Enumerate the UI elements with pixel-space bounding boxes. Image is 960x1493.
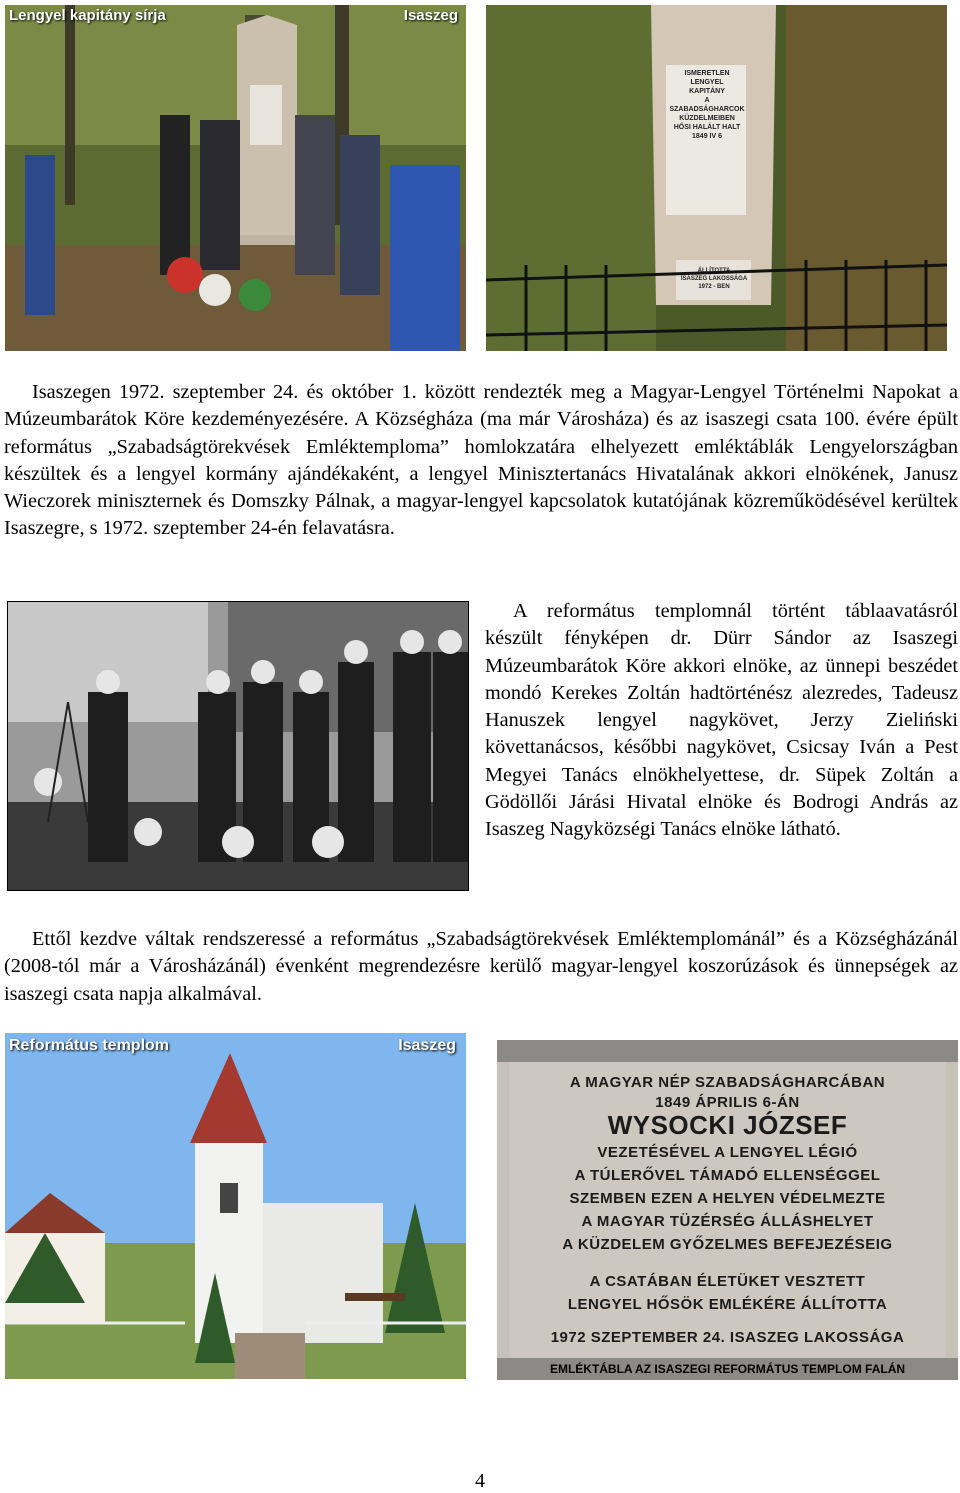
obelisk-line: A SZABADSÁGHARCOK	[669, 97, 745, 113]
paragraph-tradition-text: Ettől kezdve váltak rendszeressé a református „Szabadságtörekvések Emléktemplománál” és a Községházánál (2008-tól már a Városházánál) évenként megrendezésre kerülő magyar-lengyel koszorúzások és ünnepségek az isaszegi csata napja alkalmával.	[4, 928, 958, 1005]
paragraph-intro-text: Isaszegen 1972. szeptember 24. és október 1. között rendezték meg a Magyar-Lengyel Történelmi Napokat a Múzeumbarátok Köre kezdeményezésére. A Községháza (ma már Városháza) és az isaszegi csata 100. évére épült református „Szabadságtörekvések Emléktemploma” homlokzatára elhelyezett emléktáblák Lengyelországban készültek és a lengyel kormány ajándékaként, a lengyel Minisztertanács Hivatalának akkori elnökének, Janusz Wieczorek miniszternek és Domszky Pálnak, a magyar-lengyel kapcsolatok kutatójának közreműködésével kerültek Isaszegre, s 1972. szeptember 24-én felavatásra.	[4, 381, 958, 540]
plaque-line: A MAGYAR NÉP SZABADSÁGHARCÁBAN	[569, 1074, 886, 1091]
paragraph-intro	[4, 379, 958, 543]
photo-grave-ceremony	[5, 5, 466, 351]
obelisk-line: ISMERETLEN	[684, 70, 730, 77]
obelisk-base-line: ÁLLÍTOTTA	[697, 268, 731, 274]
paragraph-photo-description-text: A református templomnál történt táblaavatásról készült fényképen dr. Dürr Sándor az Isaszegi Múzeumbarátok Köre akkori elnöke, az ünnepi beszédet mondó Kerekes Zoltán hadtörténész alezredes, Tadeusz Hanuszek lengyel nagykövet, Jerzy Zieliński követtanácsos, későbbi nagykövet, Csicsay Iván a Pest Megyei Tanács elnökhelyettese, dr. Süpek Zoltán a Gödöllői Járási Hivatal elnöke és Bodrogi András az Isaszeg Nagyközségi Tanács elnöke látható.	[485, 600, 958, 841]
obelisk-line: KÜZDELMEIBEN	[679, 115, 735, 122]
obelisk-base-line: ISASZEG LAKOSSÁGA	[680, 276, 748, 282]
plaque-line: VEZETÉSÉVEL A LENGYEL LÉGIÓ	[597, 1144, 858, 1161]
obelisk-base-line: 1972 - BEN	[698, 284, 730, 290]
page-number: 4	[475, 1470, 485, 1492]
photo-label-grave: Lengyel kapitány sírja	[9, 7, 166, 24]
photo-reformed-church	[5, 1033, 466, 1379]
plaque-line: A KÜZDELEM GYŐZELMES BEFEJEZÉSEIG	[562, 1236, 893, 1253]
photo-label-church: Református templom	[9, 1037, 170, 1054]
photo-memorial-plaque	[497, 1040, 958, 1380]
paragraph-photo-description	[485, 598, 958, 844]
plaque-line: A MAGYAR TÜZÉRSÉG ÁLLÁSHELYET	[581, 1213, 874, 1230]
photo-plaque-inauguration-1972	[7, 601, 469, 891]
obelisk-line: 1849 IV 6	[692, 133, 722, 140]
obelisk-line: LENGYEL	[690, 79, 724, 86]
photo-obelisk	[486, 5, 947, 351]
obelisk-line: KAPITÁNY	[689, 88, 725, 95]
plaque-line: A TÚLERŐVEL TÁMADÓ ELLENSÉGGEL	[574, 1167, 881, 1184]
obelisk-line: HŐSI HALÁLT HALT	[673, 124, 741, 131]
plaque-caption: EMLÉKTÁBLA AZ ISASZEGI REFORMÁTUS TEMPLOM FALÁN	[549, 1362, 906, 1376]
plaque-line-name: WYSOCKI JÓZSEF	[607, 1110, 848, 1140]
photo-label-town: Isaszeg	[403, 7, 458, 24]
plaque-line: 1849 ÁPRILIS 6-ÁN	[655, 1094, 800, 1111]
plaque-line: 1972 SZEPTEMBER 24. ISASZEG LAKOSSÁGA	[550, 1329, 905, 1346]
paragraph-tradition	[4, 926, 958, 1008]
plaque-line: SZEMBEN EZEN A HELYEN VÉDELMEZTE	[569, 1190, 886, 1207]
plaque-line: A CSATÁBAN ÉLETÜKET VESZTETT	[589, 1273, 866, 1290]
plaque-line: LENGYEL HŐSÖK EMLÉKÉRE ÁLLÍTOTTA	[567, 1296, 888, 1313]
photo-label-church-town: Isaszeg	[398, 1037, 456, 1054]
